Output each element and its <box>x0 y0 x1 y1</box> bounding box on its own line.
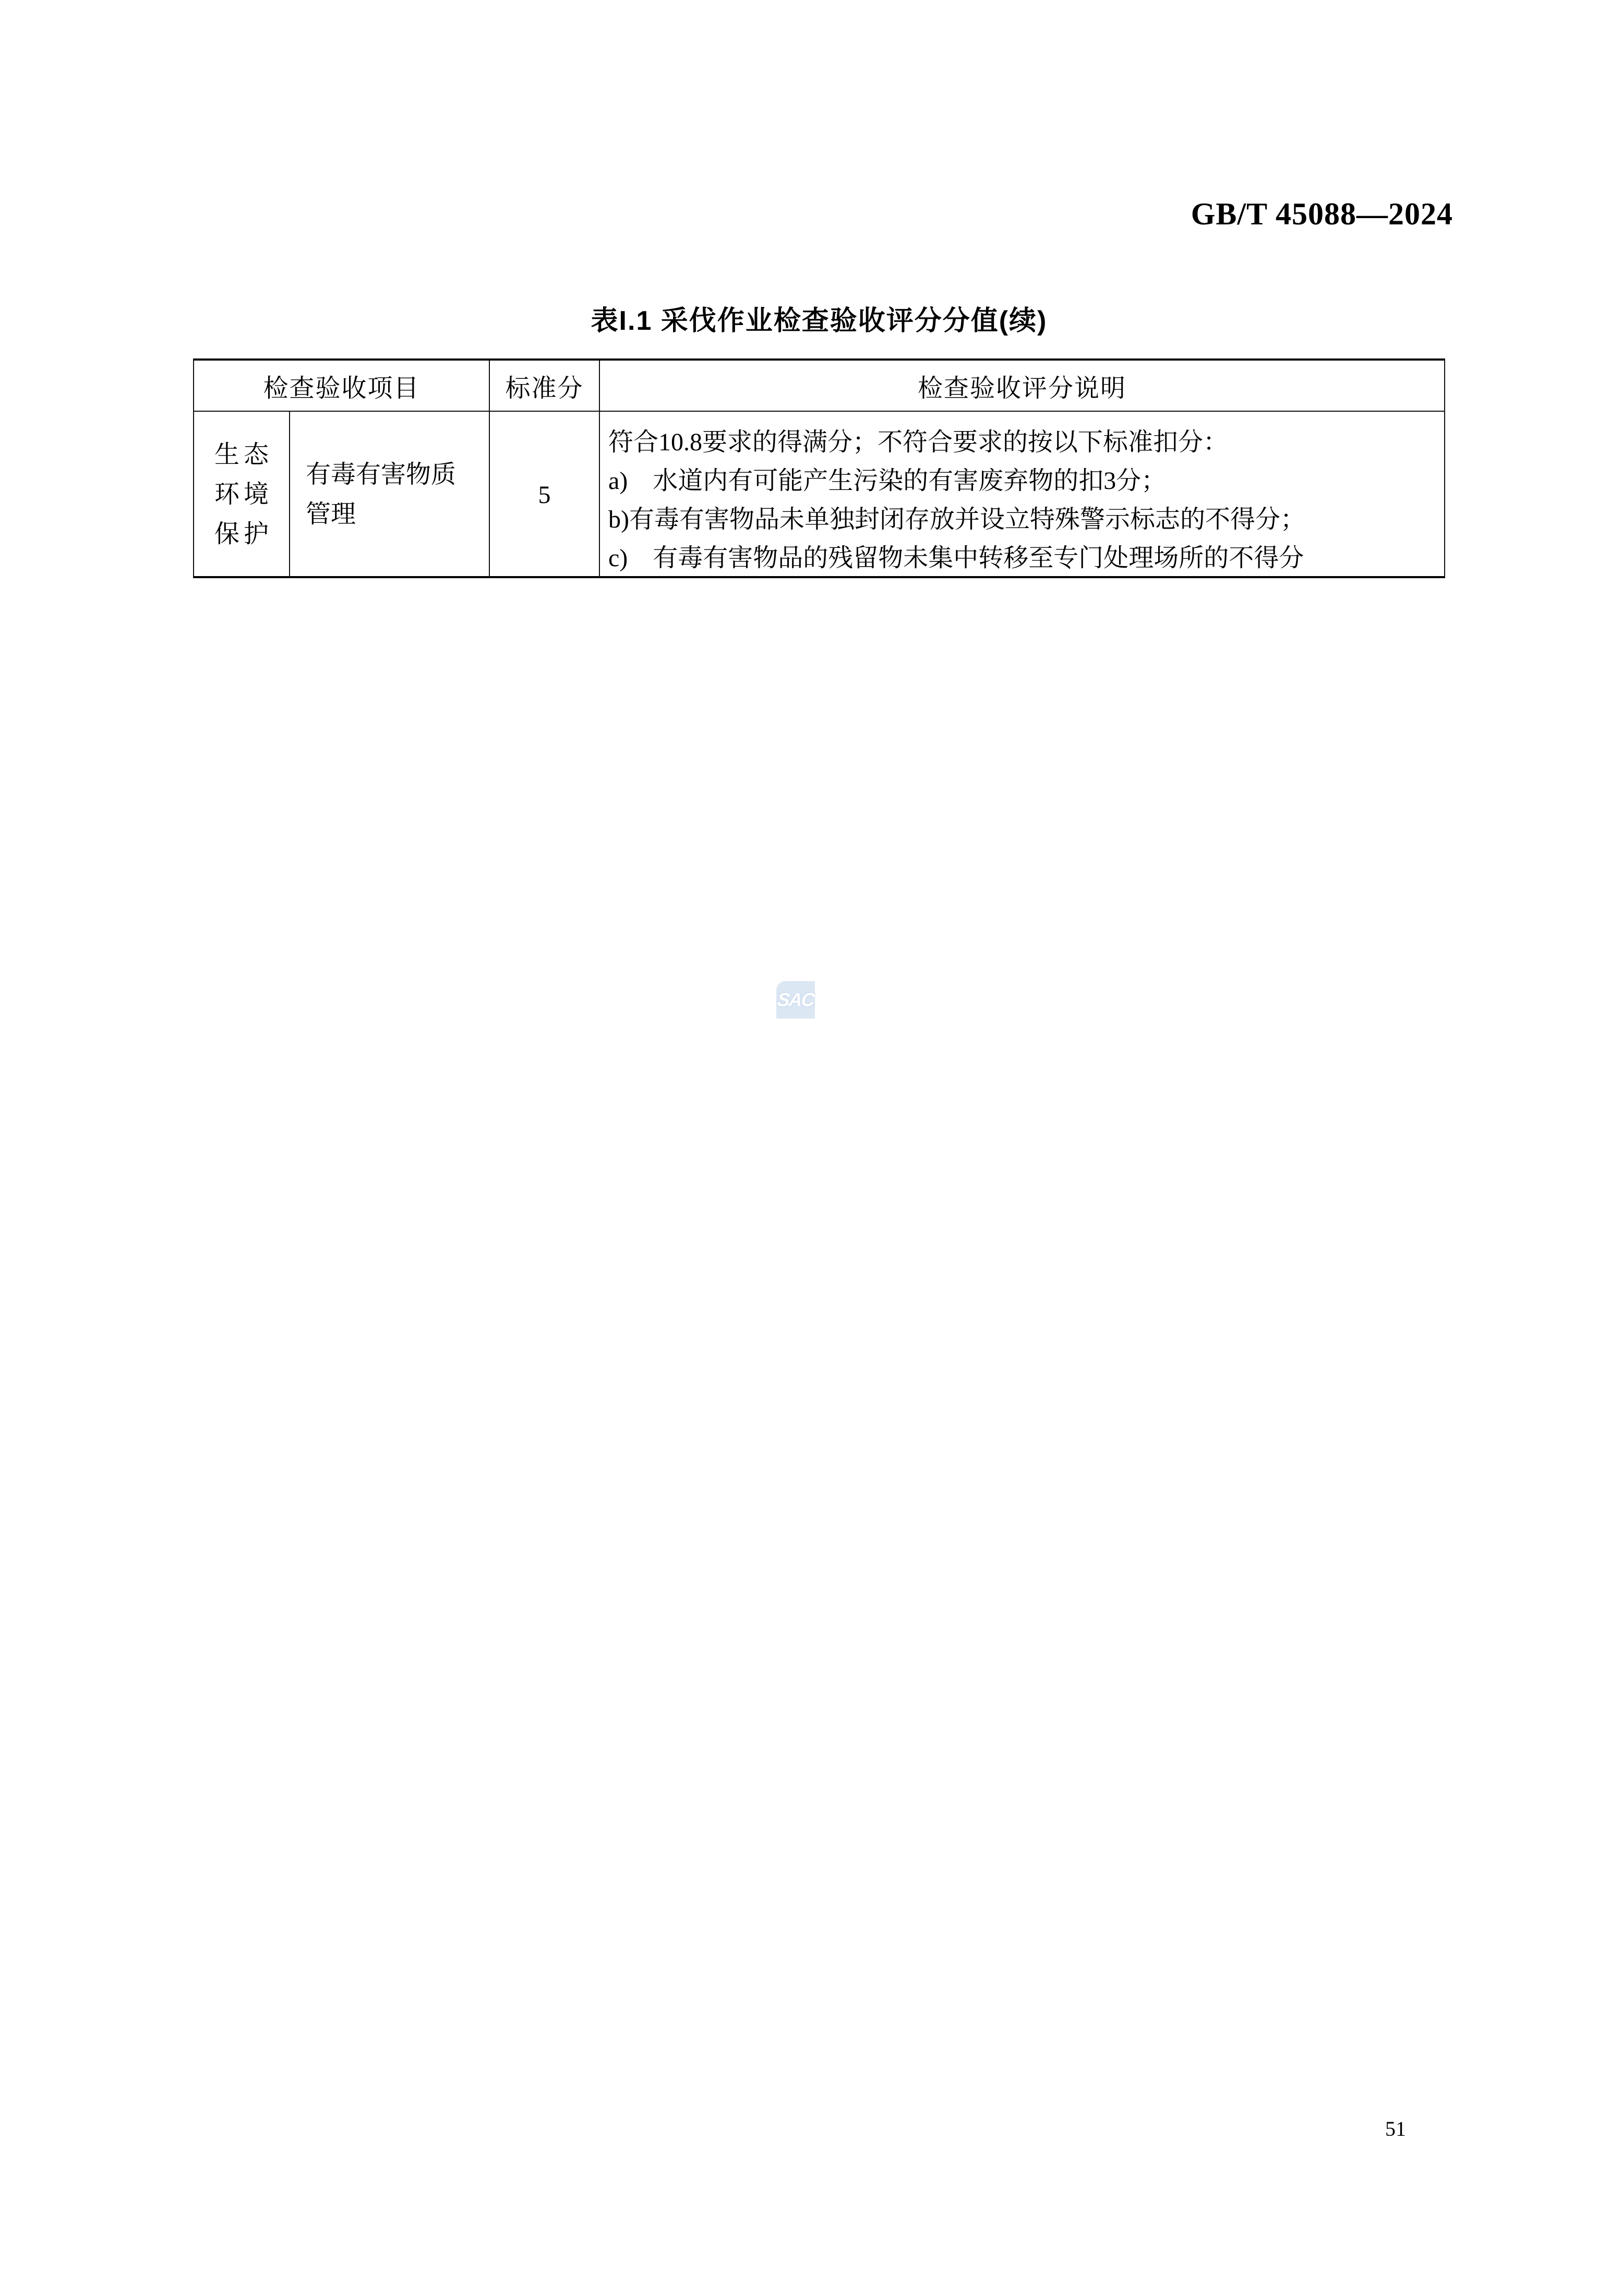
category-line: 保护 <box>214 520 273 548</box>
page-number: 51 <box>1385 2117 1406 2140</box>
item-line: 有毒有害物质 <box>306 461 456 488</box>
item-line: 管理 <box>306 500 356 528</box>
desc-line: 符合10.8要求的得满分；不符合要求的按以下标准扣分： <box>608 428 1229 456</box>
table-row <box>194 412 1444 576</box>
category-line: 环境 <box>214 481 273 508</box>
cell-standard-score: 5 <box>490 412 600 578</box>
cell-description <box>600 412 1444 578</box>
desc-line: a) 水道内有可能产生污染的有害废弃物的扣3分； <box>608 467 1167 495</box>
sac-watermark-logo <box>776 981 815 1019</box>
cell-item <box>290 412 490 578</box>
sac-watermark-text: SAC <box>776 989 815 1010</box>
table-title: 表I.1 采伐作业检查验收评分分值(续) <box>591 306 1048 336</box>
header-project: 检查验收项目 <box>194 361 490 411</box>
desc-line: c) 有毒有害物品的残留物未集中转移至专门处理场所的不得分 <box>608 544 1304 572</box>
inspection-score-table <box>193 358 1445 578</box>
cell-category <box>194 412 290 578</box>
desc-line: b)有毒有害物品未单独封闭存放并设立特殊警示标志的不得分； <box>608 506 1305 533</box>
category-line: 生态 <box>214 441 273 469</box>
header-standard-score: 标准分 <box>490 361 600 411</box>
header-description: 检查验收评分说明 <box>917 374 1126 402</box>
table-header-row <box>194 361 1444 412</box>
standard-number: GB/T 45088—2024 <box>1191 197 1453 231</box>
